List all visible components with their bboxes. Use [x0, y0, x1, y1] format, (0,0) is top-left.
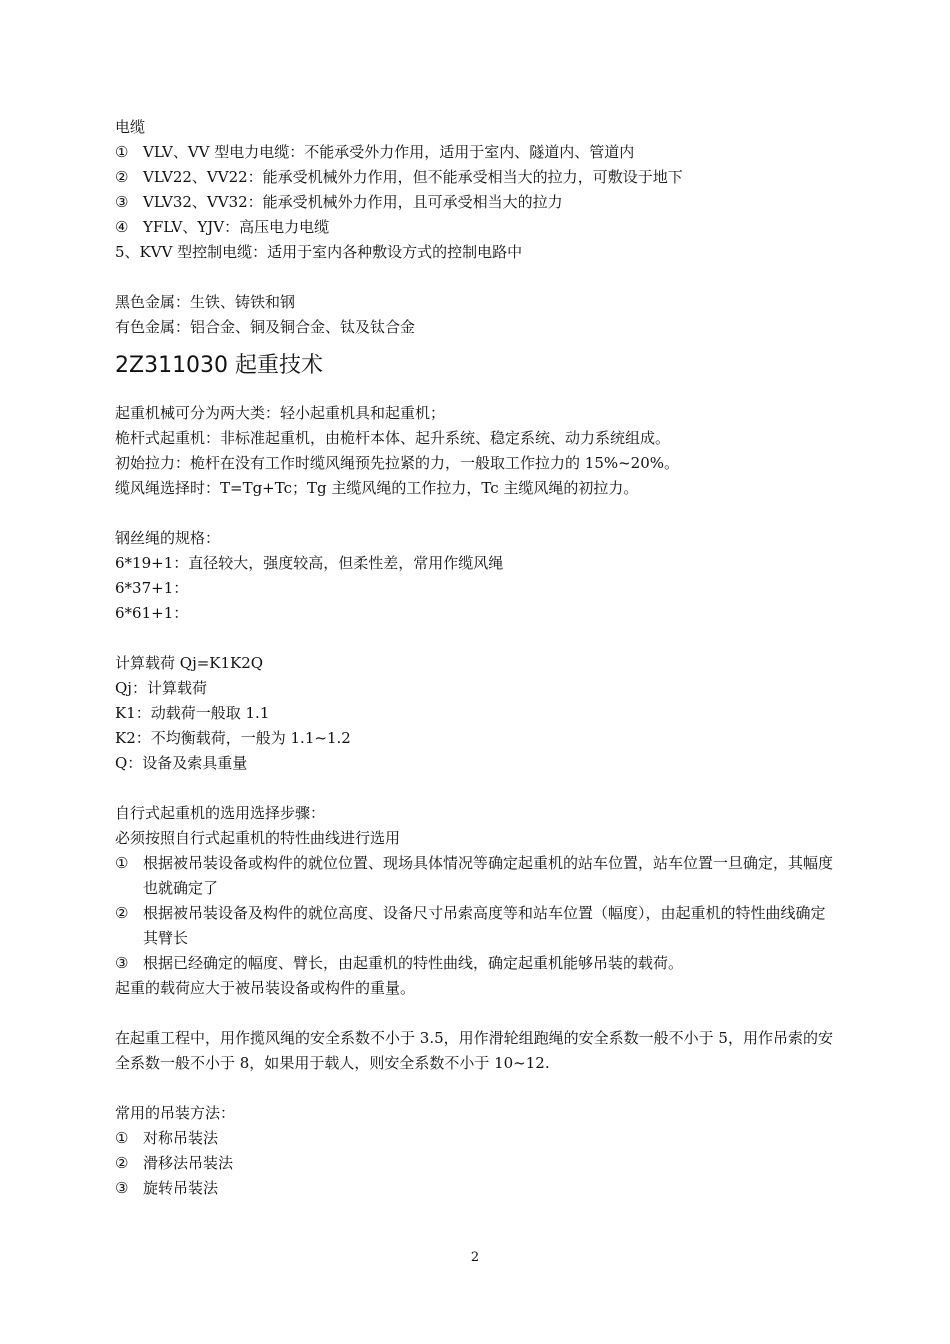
spacer [115, 776, 840, 801]
crane-step [115, 851, 840, 901]
circled-number: ② [115, 904, 129, 922]
method-item-text: 滑移法吊装法 [143, 1154, 234, 1172]
spacer [115, 626, 840, 651]
crane-step-text: 根据被吊装设备或构件的就位位置、现场具体情况等确定起重机的站车位置，站车位置一旦确定，其幅度也就确定了 [143, 854, 834, 897]
circled-number: ① [115, 854, 129, 872]
cable-item [115, 140, 840, 165]
method-item-text: 旋转吊装法 [143, 1179, 219, 1197]
lifting-line: 初始拉力：桅杆在没有工作时缆风绳预先拉紧的力，一般取工作拉力的 15%~20%。 [115, 454, 680, 472]
cable-item [115, 190, 840, 215]
circled-number: ③ [115, 954, 129, 972]
safety-paragraph: 在起重工程中，用作揽风绳的安全系数不小于 3.5，用作滑轮组跑绳的安全系数一般不小于 5，用作吊索的安全系数一般不小于 8，如果用于载人，则安全系数不小于 10~12. [115, 1029, 833, 1072]
lifting-line: 桅杆式起重机：非标准起重机，由桅杆本体、起升系统、稳定系统、动力系统组成。 [115, 429, 671, 447]
rope-spec: 6*37+1： [115, 579, 189, 597]
cable-item-text: VLV22、VV22：能承受机械外力作用，但不能承受相当大的拉力，可敷设于地下 [143, 168, 683, 186]
cable-item-text: VLV32、VV32：能承受机械外力作用，且可承受相当大的拉力 [143, 193, 563, 211]
cable-item [115, 215, 840, 240]
document-page [115, 115, 840, 1201]
circled-number: ③ [115, 1179, 129, 1197]
load-definition: K2：不均衡载荷，一般为 1.1~1.2 [115, 729, 351, 747]
load-definition: Q：设备及索具重量 [115, 754, 248, 772]
spacer [115, 1001, 840, 1026]
method-item-text: 对称吊装法 [143, 1129, 219, 1147]
spacer [115, 1076, 840, 1101]
circled-number: ② [115, 168, 129, 186]
cable-item [115, 165, 840, 190]
method-item [115, 1176, 840, 1201]
section-heading: 2Z311030 起重技术 [115, 353, 324, 378]
rope-spec: 6*61+1： [115, 604, 189, 622]
ferrous-metals: 黑色金属：生铁、铸铁和钢 [115, 293, 296, 311]
circled-number: ④ [115, 218, 129, 236]
cable-item-text: VLV、VV 型电力电缆：不能承受外力作用，适用于室内、隧道内、管道内 [143, 143, 635, 161]
cable-item-text: YFLV、YJV：高压电力电缆 [143, 218, 330, 236]
load-definition: K1：动载荷一般取 1.1 [115, 704, 270, 722]
lifting-line: 缆风绳选择时：T=Tg+Tc；Tg 主缆风绳的工作拉力，Tc 主缆风绳的初拉力。 [115, 479, 639, 497]
crane-step [115, 901, 840, 951]
lifting-line: 起重机械可分为两大类：轻小起重机具和起重机； [115, 404, 446, 422]
methods-title: 常用的吊装方法： [115, 1104, 236, 1122]
cable-item-5: 5、KVV 型控制电缆：适用于室内各种敷设方式的控制电路中 [115, 243, 523, 261]
load-formula: 计算载荷 Qj=K1K2Q [115, 654, 264, 672]
crane-conclusion: 起重的载荷应大于被吊装设备或构件的重量。 [115, 979, 416, 997]
circled-number: ③ [115, 193, 129, 211]
crane-selection-subtitle: 必须按照自行式起重机的特性曲线进行选用 [115, 829, 401, 847]
rope-spec: 6*19+1：直径较大，强度较高，但柔性差，常用作缆风绳 [115, 554, 504, 572]
crane-selection-title: 自行式起重机的选用选择步骤： [115, 804, 326, 822]
load-definition: Qj：计算载荷 [115, 679, 207, 697]
method-item [115, 1151, 840, 1176]
crane-step [115, 951, 840, 976]
cable-title: 电缆 [115, 118, 146, 136]
spacer [115, 501, 840, 526]
crane-step-text: 根据被吊装设备及构件的就位高度、设备尺寸吊索高度等和站车位置（幅度），由起重机的特性曲线确定其臂长 [143, 904, 826, 947]
circled-number: ① [115, 143, 129, 161]
circled-number: ① [115, 1129, 129, 1147]
page-number: 2 [470, 1250, 480, 1265]
nonferrous-metals: 有色金属：铝合金、铜及铜合金、钛及钛合金 [115, 318, 416, 336]
rope-title: 钢丝绳的规格： [115, 529, 221, 547]
circled-number: ② [115, 1154, 129, 1172]
method-item [115, 1126, 840, 1151]
crane-step-text: 根据已经确定的幅度、臂长，由起重机的特性曲线，确定起重机能够吊装的载荷。 [143, 954, 684, 972]
spacer [115, 265, 840, 290]
